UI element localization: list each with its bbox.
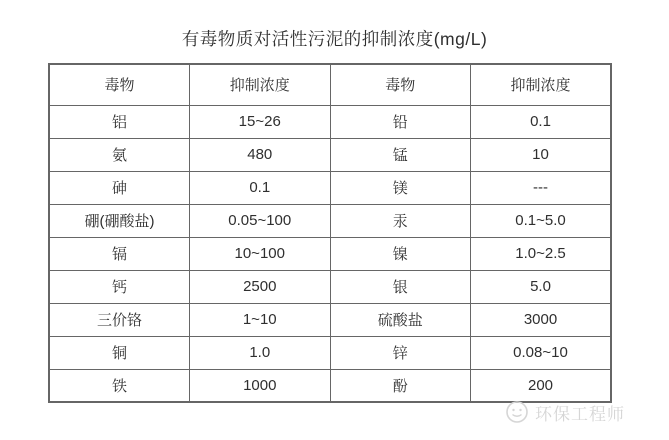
header-cell-concentration: 抑制浓度 [471, 64, 612, 105]
table-row [49, 171, 611, 204]
cell-concentration: 10~100 [190, 237, 331, 270]
table-row [49, 270, 611, 303]
cell-concentration: 0.1 [190, 171, 331, 204]
table-row [49, 138, 611, 171]
cell-concentration: 10 [471, 138, 612, 171]
table-row [49, 336, 611, 369]
cell-concentration: 0.05~100 [190, 204, 331, 237]
cell-toxin: 银 [330, 270, 471, 303]
cell-concentration: 1.0~2.5 [471, 237, 612, 270]
table-row [49, 303, 611, 336]
cell-toxin: 硼(硼酸盐) [49, 204, 190, 237]
cell-toxin: 铜 [49, 336, 190, 369]
cell-concentration: 2500 [190, 270, 331, 303]
cell-toxin: 锌 [330, 336, 471, 369]
cell-toxin: 铅 [330, 105, 471, 138]
cell-toxin: 锰 [330, 138, 471, 171]
table-body [49, 105, 611, 402]
header-cell-toxin: 毒物 [49, 64, 190, 105]
table-row [49, 237, 611, 270]
toxin-table [48, 63, 612, 403]
cell-toxin: 酚 [330, 369, 471, 402]
cell-toxin: 砷 [49, 171, 190, 204]
cell-toxin: 氨 [49, 138, 190, 171]
watermark-label: 环保工程师 [535, 404, 625, 424]
cell-concentration: 1000 [190, 369, 331, 402]
table-row [49, 369, 611, 402]
cell-concentration: 5.0 [471, 270, 612, 303]
watermark [504, 399, 625, 425]
cell-toxin: 钙 [49, 270, 190, 303]
table-row [49, 105, 611, 138]
cell-concentration: 0.1~5.0 [471, 204, 612, 237]
header-cell-concentration: 抑制浓度 [190, 64, 331, 105]
cell-toxin: 汞 [330, 204, 471, 237]
cell-toxin: 铝 [49, 105, 190, 138]
cell-concentration: 1~10 [190, 303, 331, 336]
table-row [49, 204, 611, 237]
cell-toxin: 硫酸盐 [330, 303, 471, 336]
table-title: 有毒物质对活性污泥的抑制浓度(mg/L) [181, 29, 488, 49]
cell-concentration: 0.08~10 [471, 336, 612, 369]
cell-concentration: 480 [190, 138, 331, 171]
header-cell-toxin: 毒物 [330, 64, 471, 105]
cell-concentration: 200 [471, 369, 612, 402]
cell-concentration: 3000 [471, 303, 612, 336]
cell-concentration: 1.0 [190, 336, 331, 369]
cell-toxin: 镉 [49, 237, 190, 270]
cell-toxin: 镍 [330, 237, 471, 270]
smiley-logo-icon [504, 399, 530, 425]
table-head [49, 64, 611, 105]
cell-toxin: 铁 [49, 369, 190, 402]
cell-concentration: 0.1 [471, 105, 612, 138]
cell-concentration: 15~26 [190, 105, 331, 138]
cell-toxin: 镁 [330, 171, 471, 204]
cell-toxin: 三价铬 [49, 303, 190, 336]
table-header-row [49, 64, 611, 105]
cell-concentration: --- [471, 171, 612, 204]
